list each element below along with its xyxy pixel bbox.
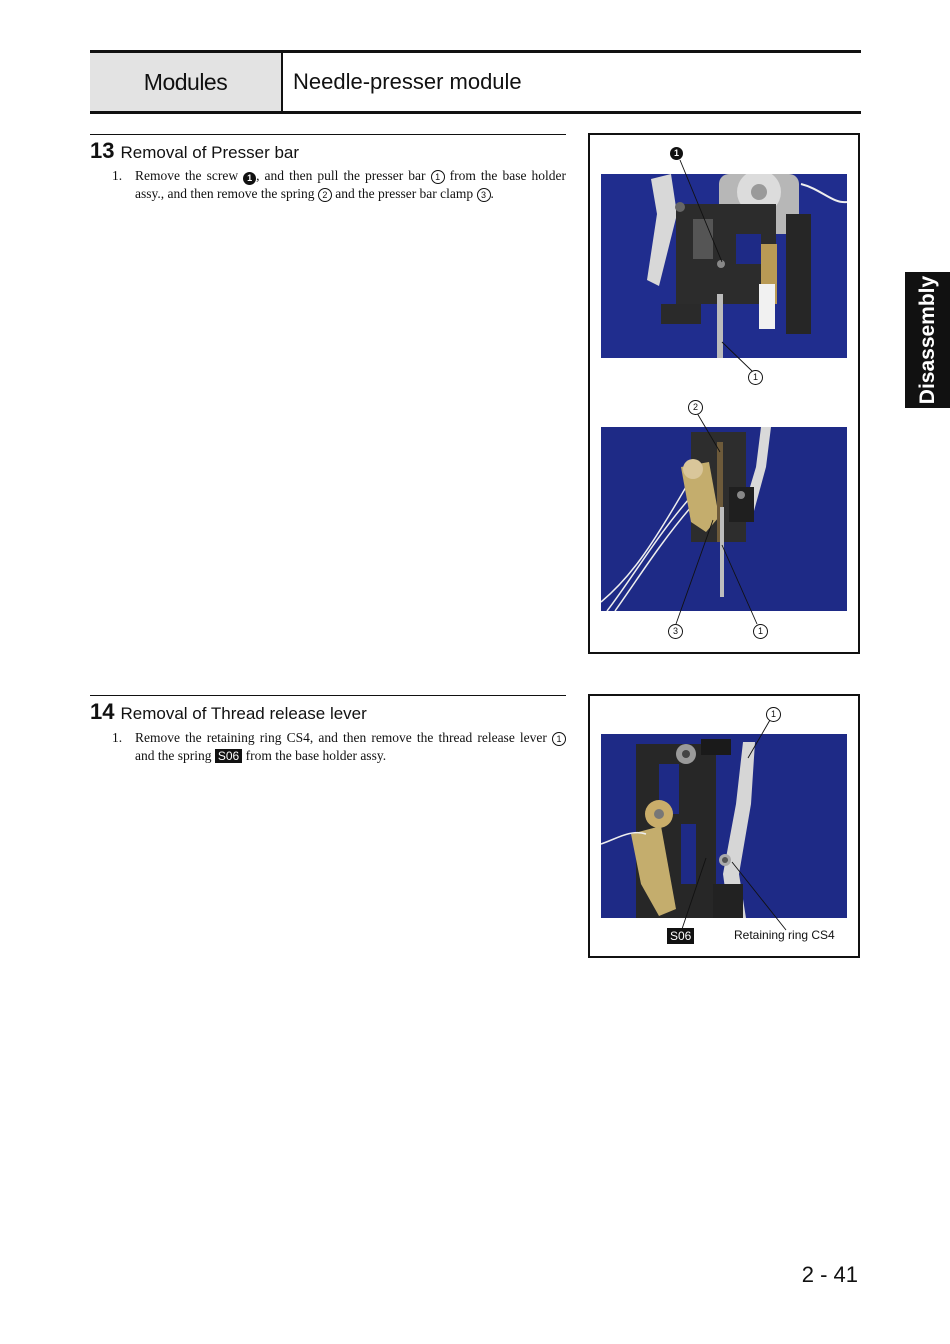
presser-bar-callout-top: 1 [748, 370, 763, 385]
page-number: 2 - 41 [801, 1262, 858, 1287]
section-13-step-1 [112, 167, 566, 203]
retaining-ring-label: Retaining ring CS4 [734, 928, 835, 942]
clamp-ref-icon: 3 [477, 188, 491, 202]
section-13-rule [90, 134, 566, 135]
section-14-rule [90, 695, 566, 696]
spring-callout: 2 [688, 400, 703, 415]
step-number: 1. [112, 730, 123, 745]
page-title: Needle-presser module [293, 69, 522, 94]
section-14-step-1 [112, 729, 566, 764]
spring-tag-callout: S06 [667, 928, 694, 944]
module-label: Modules [90, 53, 283, 111]
section-14-title: Removal of Thread release lever [120, 704, 367, 723]
spring-tag: S06 [215, 749, 242, 763]
step-number: 1. [112, 168, 123, 183]
section-13-title: Removal of Presser bar [120, 143, 300, 162]
side-tab[interactable] [905, 272, 950, 408]
section-13-number: 13 [90, 138, 115, 163]
presser-bar-photo-top [601, 174, 847, 358]
presser-bar-ref-icon: 1 [431, 170, 445, 184]
clamp-callout: 3 [668, 624, 683, 639]
presser-bar-photo-bottom [601, 427, 847, 611]
section-13-heading [90, 138, 299, 164]
thread-release-lever-photo [601, 734, 847, 918]
side-tab-label: Disassembly [915, 275, 939, 405]
section-14-heading [90, 699, 367, 725]
lever-callout: 1 [766, 707, 781, 722]
screw-callout: 1 [670, 147, 683, 160]
lever-ref-icon: 1 [552, 732, 566, 746]
section-14-number: 14 [90, 699, 115, 724]
step-text: Remove the retaining ring CS4, and then remove the thread release lever 1 and the spring S06 from the base holder assy. [135, 729, 566, 764]
presser-bar-callout-bottom: 1 [753, 624, 768, 639]
screw-ref-icon: 1 [243, 172, 256, 185]
spring-ref-icon: 2 [318, 188, 332, 202]
page-header [90, 50, 861, 114]
step-text: Remove the screw 1 , and then pull the presser bar 1 from the base holder assy., and then remove the spring 2 and the presser bar clamp 3 . [135, 168, 566, 201]
